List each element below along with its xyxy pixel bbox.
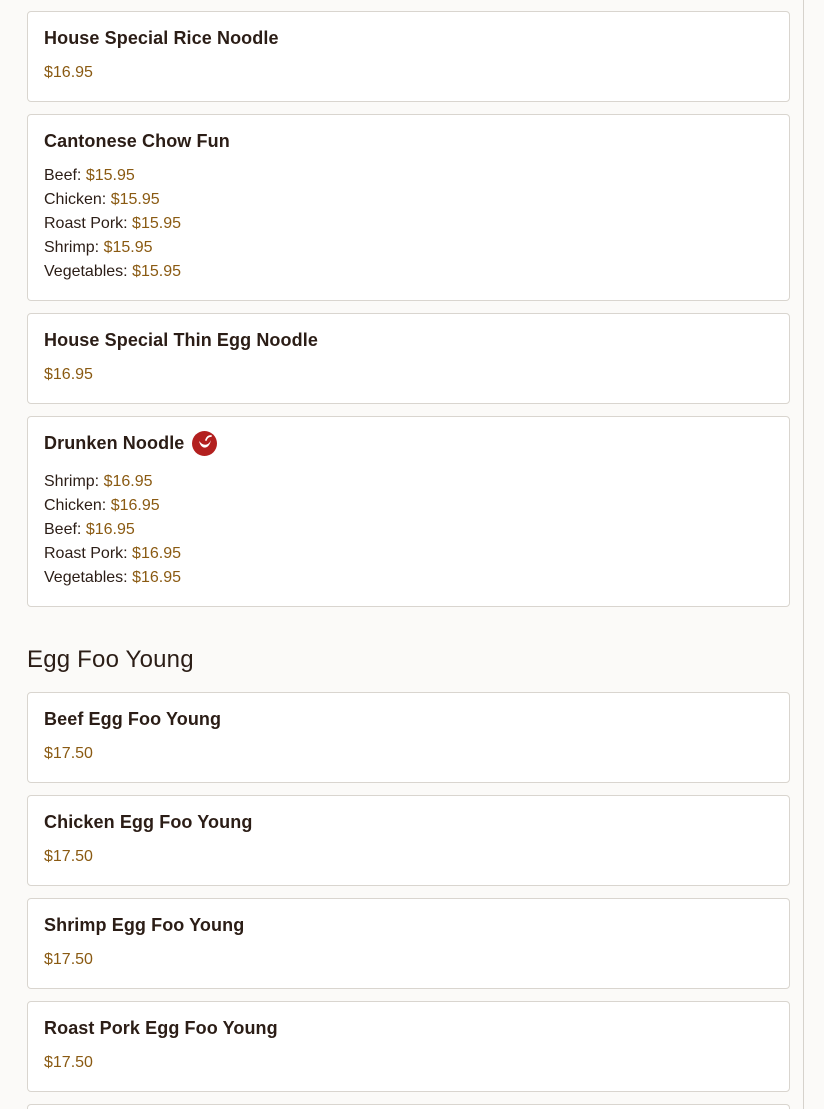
menu-item-name: Beef Egg Foo Young	[44, 709, 222, 729]
variant-label: Beef:	[44, 167, 82, 184]
menu-item-price: $16.95	[44, 366, 93, 383]
menu-item-price: $17.50	[44, 951, 93, 968]
menu-item-card[interactable]	[27, 114, 790, 301]
variant-label: Roast Pork:	[44, 545, 128, 562]
variant-row	[44, 494, 181, 518]
variant-row	[44, 236, 181, 260]
variant-price: $15.95	[110, 191, 160, 208]
variant-label: Shrimp:	[44, 473, 100, 490]
variant-label: Chicken:	[44, 191, 107, 208]
menu-item-price: $17.50	[44, 1054, 93, 1071]
menu-item-card[interactable]	[27, 416, 790, 607]
variant-label: Beef:	[44, 521, 82, 538]
menu-item-price: $17.50	[44, 745, 93, 762]
menu-item-card[interactable]	[27, 1104, 790, 1109]
menu-item-card[interactable]	[27, 11, 790, 102]
variant-list	[44, 164, 181, 284]
menu-item-name: Drunken Noodle	[44, 431, 217, 456]
variant-price: $15.95	[103, 239, 153, 256]
menu-item-card[interactable]	[27, 1001, 790, 1092]
variant-label: Shrimp:	[44, 239, 100, 256]
variant-price: $16.95	[103, 473, 153, 490]
menu-item-card[interactable]	[27, 795, 790, 886]
variant-row	[44, 212, 181, 236]
spicy-pepper-icon	[192, 431, 217, 456]
variant-row	[44, 518, 181, 542]
section-title: Egg Foo Young	[27, 646, 194, 673]
variant-price: $16.95	[132, 545, 181, 562]
variant-row	[44, 470, 181, 494]
variant-label: Vegetables:	[44, 569, 128, 586]
menu-item-price: $17.50	[44, 848, 93, 865]
menu-item-card[interactable]	[27, 313, 790, 404]
scrollbar-track[interactable]	[803, 0, 804, 1109]
variant-label: Roast Pork:	[44, 215, 128, 232]
variant-price: $15.95	[85, 167, 135, 184]
variant-row	[44, 542, 181, 566]
variant-row	[44, 164, 181, 188]
variant-row	[44, 566, 181, 590]
menu-item-name: Roast Pork Egg Foo Young	[44, 1018, 278, 1038]
menu-item-card[interactable]	[27, 692, 790, 783]
menu-item-name: House Special Rice Noodle	[44, 28, 279, 48]
variant-row	[44, 188, 181, 212]
menu-item-name: House Special Thin Egg Noodle	[44, 330, 318, 350]
variant-price: $15.95	[132, 215, 181, 232]
variant-label: Chicken:	[44, 497, 107, 514]
menu-item-name: Chicken Egg Foo Young	[44, 812, 253, 832]
variant-price: $16.95	[110, 497, 160, 514]
menu-item-name: Shrimp Egg Foo Young	[44, 915, 245, 935]
menu-item-price: $16.95	[44, 64, 93, 81]
variant-price: $16.95	[85, 521, 135, 538]
variant-list	[44, 470, 181, 590]
menu-item-name: Cantonese Chow Fun	[44, 131, 230, 151]
variant-label: Vegetables:	[44, 263, 128, 280]
variant-price: $15.95	[132, 263, 182, 280]
variant-row	[44, 260, 181, 284]
menu-item-card[interactable]	[27, 898, 790, 989]
variant-price: $16.95	[132, 569, 182, 586]
